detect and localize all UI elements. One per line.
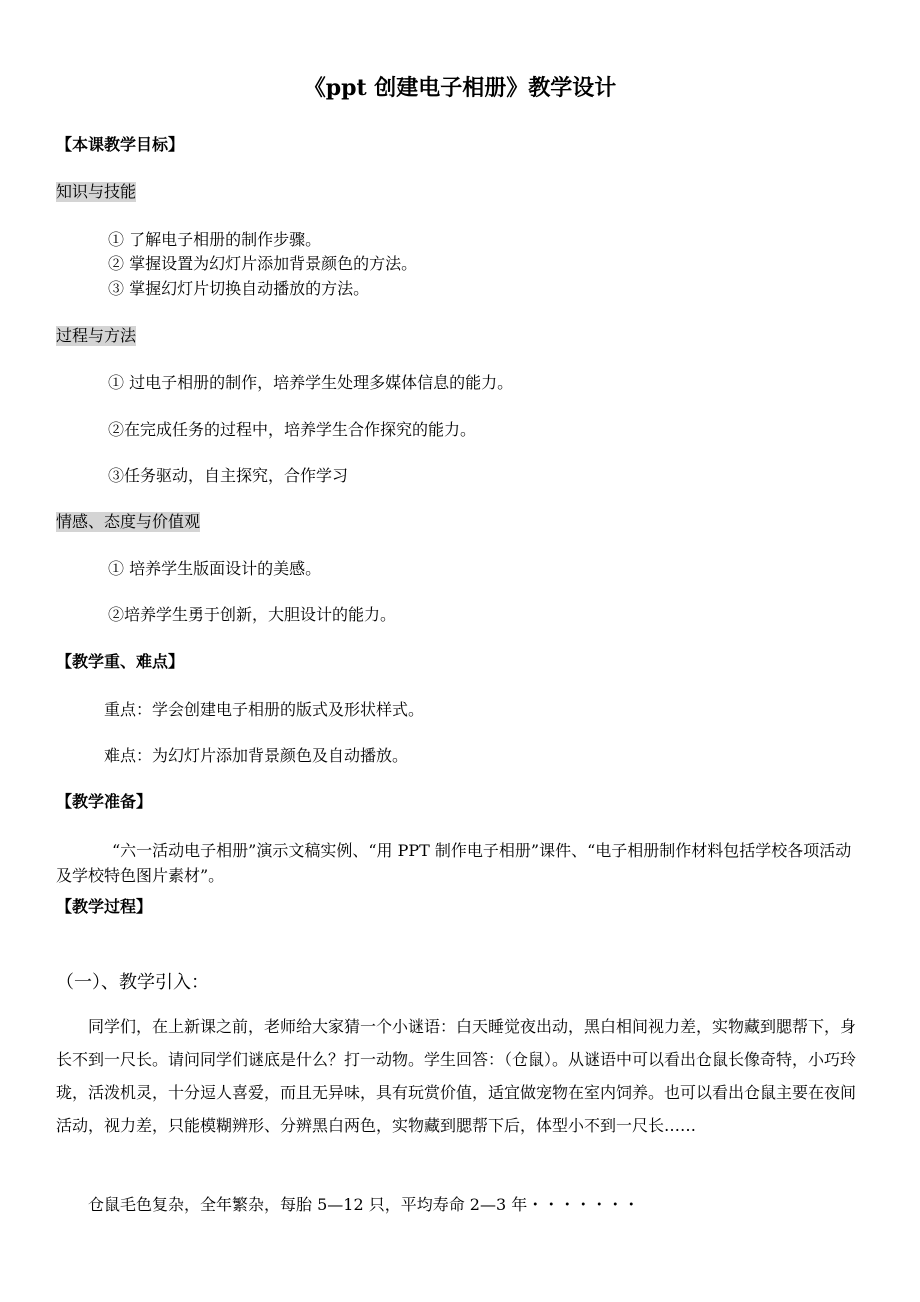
- intro-heading: （一）、教学引入：: [56, 972, 209, 993]
- emotion-item: ②培养学生勇于创新，大胆设计的能力。: [108, 605, 397, 624]
- intro-paragraph-2: 仓鼠毛色复杂，全年繁杂，每胎 5—12 只，平均寿命 2—3 年・・・・・・・: [88, 1195, 640, 1214]
- key-difficult-heading: 【教学重、难点】: [56, 652, 185, 671]
- emotion-heading: 情感、态度与价值观: [56, 512, 201, 531]
- process-method-heading: 过程与方法: [56, 326, 137, 345]
- process-item: ① 过电子相册的制作，培养学生处理多媒体信息的能力。: [108, 373, 514, 392]
- process-item: ③任务驱动，自主探究，合作学习: [108, 466, 349, 485]
- difficult-point: 难点：为幻灯片添加背景颜色及自动播放。: [104, 746, 409, 765]
- preparation-text: “六一活动电子相册”演示文稿实例、“用 PPT 制作电子相册”课件、“电子相册制作材料包括学校各项活动及学校特色图片素材”。: [56, 841, 852, 885]
- knowledge-item: ① 了解电子相册的制作步骤。: [108, 230, 322, 249]
- knowledge-item: ② 掌握设置为幻灯片添加背景颜色的方法。: [108, 254, 418, 273]
- teaching-process-heading: 【教学过程】: [56, 897, 153, 916]
- objectives-heading: 【本课教学目标】: [56, 135, 185, 154]
- page-title: 《ppt 创建电子相册》教学设计: [303, 75, 617, 101]
- preparation-heading: 【教学准备】: [56, 792, 153, 811]
- key-point: 重点：学会创建电子相册的版式及形状样式。: [104, 700, 425, 719]
- process-item: ②在完成任务的过程中，培养学生合作探究的能力。: [108, 420, 477, 439]
- intro-paragraph: 同学们，在上新课之前，老师给大家猜一个小谜语：白天睡觉夜出动，黑白相间视力差，实物藏到腮帮下，身长不到一尺长。请问同学们谜底是什么？打一动物。学生回答：（仓鼠）。从谜语中可以看出仓鼠长像奇特，小巧玲珑，活泼机灵，十分逗人喜爱，而且无异味，具有玩赏价值，适宜做宠物在室内饲养。也可以看出仓鼠主要在夜间活动，视力差，只能模糊辨形、分辨黑白两色，实物藏到腮帮下后，体型小不到一尺长……: [56, 1017, 857, 1135]
- emotion-item: ① 培养学生版面设计的美感。: [108, 559, 322, 578]
- knowledge-heading: 知识与技能: [56, 182, 137, 201]
- knowledge-item: ③ 掌握幻灯片切换自动播放的方法。: [108, 279, 370, 298]
